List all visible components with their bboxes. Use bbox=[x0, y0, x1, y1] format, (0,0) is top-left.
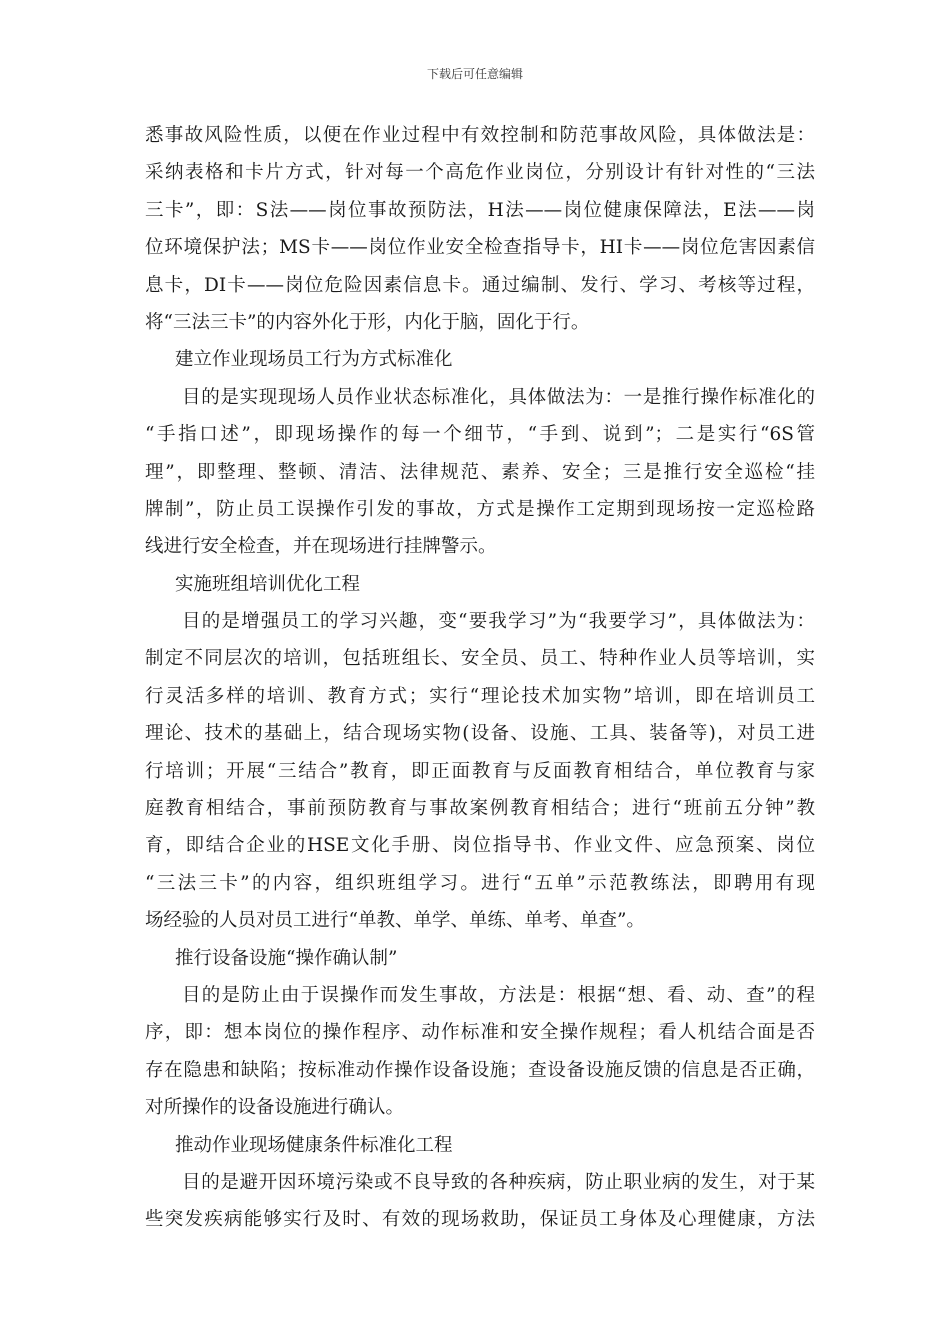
body-line: 行灵活多样的培训、教育方式；实行“理论技术加实物”培训，即在培训员工 bbox=[145, 685, 815, 707]
body-line: 息卡，DI卡——岗位危险因素信息卡。通过编制、发行、学习、考核等过程， bbox=[145, 274, 815, 296]
body-line: 目的是避开因环境污染或不良导致的各种疾病，防止职业病的发生，对于某 bbox=[182, 1171, 815, 1193]
body-line: 位环境保护法；MS卡——岗位作业安全检查指导卡，HI卡——岗位危害因素信 bbox=[145, 237, 815, 259]
body-line: “手指口述”，即现场操作的每一个细节，“手到、说到”；二是实行“6S管 bbox=[145, 424, 815, 446]
page-header: 下载后可任意编辑 bbox=[426, 67, 523, 81]
body-line: 存在隐患和缺陷；按标准动作操作设备设施；查设备设施反馈的信息是否正确， bbox=[145, 1059, 815, 1081]
section-heading: 推动作业现场健康条件标准化工程 bbox=[175, 1134, 453, 1156]
body-line: 些突发疾病能够实行及时、有效的现场救助，保证员工身体及心理健康，方法 bbox=[145, 1209, 815, 1231]
body-line: 目的是防止由于误操作而发生事故，方法是：根据“想、看、动、查”的程 bbox=[182, 984, 815, 1006]
body-line: 理论、技术的基础上，结合现场实物(设备、设施、工具、装备等)，对员工进 bbox=[145, 723, 815, 745]
body-line: 场经验的人员对员工进行“单教、单学、单练、单考、单查”。 bbox=[145, 910, 645, 932]
body-line: 线进行安全检查，并在现场进行挂牌警示。 bbox=[145, 536, 497, 558]
body-line: 牌制”，防止员工误操作引发的事故，方式是操作工定期到现场按一定巡检路 bbox=[145, 498, 815, 520]
body-line: 育，即结合企业的HSE文化手册、岗位指导书、作业文件、应急预案、岗位 bbox=[145, 835, 815, 857]
body-line: 三卡”，即：S法——岗位事故预防法，H法——岗位健康保障法，E法——岗 bbox=[145, 199, 815, 221]
body-line: 目的是实现现场人员作业状态标准化，具体做法为：一是推行操作标准化的 bbox=[182, 386, 815, 408]
body-line: 庭教育相结合，事前预防教育与事故案例教育相结合；进行“班前五分钟”教 bbox=[145, 798, 815, 820]
body-line: 采纳表格和卡片方式，针对每一个高危作业岗位，分别设计有针对性的“三法 bbox=[145, 162, 815, 184]
body-line: 理”，即整理、整顿、清洁、法律规范、素养、安全；三是推行安全巡检“挂 bbox=[145, 461, 815, 483]
body-line: 行培训；开展“三结合”教育，即正面教育与反面教育相结合，单位教育与家 bbox=[145, 760, 815, 782]
body-line: “三法三卡”的内容，组织班组学习。进行“五单”示范教练法，即聘用有现 bbox=[145, 872, 815, 894]
body-line: 序，即：想本岗位的操作程序、动作标准和安全操作规程；看人机结合面是否 bbox=[145, 1022, 815, 1044]
body-line: 对所操作的设备设施进行确认。 bbox=[145, 1097, 405, 1119]
section-heading: 实施班组培训优化工程 bbox=[175, 573, 361, 595]
body-line: 将“三法三卡”的内容外化于形，内化于脑，固化于行。 bbox=[145, 311, 590, 333]
body-line: 目的是增强员工的学习兴趣，变“要我学习”为“我要学习”，具体做法为： bbox=[182, 611, 815, 633]
document-body bbox=[145, 117, 815, 1239]
body-line: 制定不同层次的培训，包括班组长、安全员、员工、特种作业人员等培训，实 bbox=[145, 648, 815, 670]
body-line: 悉事故风险性质，以便在作业过程中有效控制和防范事故风险，具体做法是： bbox=[145, 125, 815, 146]
section-heading: 推行设备设施“操作确认制” bbox=[175, 947, 398, 969]
section-heading: 建立作业现场员工行为方式标准化 bbox=[175, 349, 453, 371]
